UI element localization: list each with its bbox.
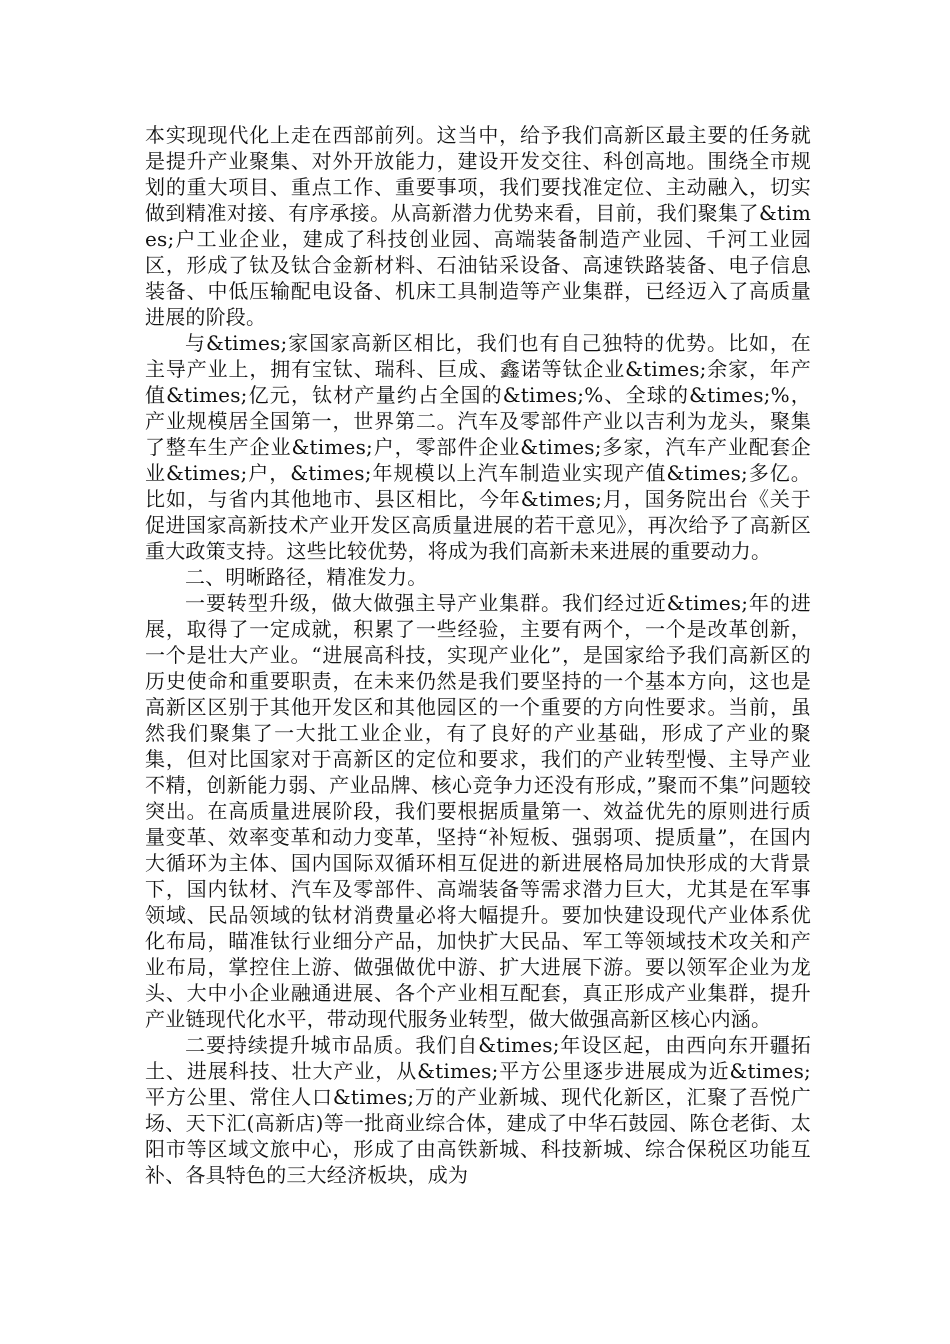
paragraph-3: 一要转型升级，做大做强主导产业集群。我们经过近&times;年的进展，取得了一定成就，积累了一些经验，主要有两个，一个是改革创新，一个是壮大产业。“进展高科技，实现产业化”，是国家给予我们高新区的历史使命和重要职责，在未来仍然是我们要坚持的一个基本方向，这也是高新区区别于其他开发区和其他园区的一个重要的方向性要求。当前，虽然我们聚集了一大批工业企业，有了良好的产业基础，形成了产业的聚集，但对比国家对于高新区的定位和要求，我们的产业转型慢、主导产业不精，创新能力弱、产业品牌、核心竞争力还没有形成，”聚而不集”问题较突出。在高质量进展阶段，我们要根据质量第一、效益优先的原则进行质量变革、效率变革和动力变革，坚持“补短板、强弱项、提质量”，在国内大循环为主体、国内国际双循环相互促进的新进展格局加快形成的大背景下，国内钛材、汽车及零部件、高端装备等需求潜力巨大，尤其是在军事领域、民品领域的钛材消费量必将大幅提升。要加快建设现代产业体系优化布局，瞄准钛行业细分产品，加快扩大民品、军工等领域技术攻关和产业布局，掌控住上游、做强做优中游、扩大进展下游。要以领军企业为龙头、大中小企业融通进展、各个产业相互配套，真正形成产业集群，提升产业链现代化水平，带动现代服务业转型，做大做强高新区核心内涵。: [145, 591, 811, 1031]
paragraph-1: 本实现现代化上走在西部前列。这当中，给予我们高新区最主要的任务就是提升产业聚集、对外开放能力，建设开发交往、科创高地。围绕全市规划的重大项目、重点工作、重要事项，我们要找准定位、主动融入，切实做到精准对接、有序承接。从高新潜力优势来看，目前，我们聚集了&times;户工业企业，建成了科技创业园、高端装备制造产业园、千河工业园区，形成了钛及钛合金新材料、石油钻采设备、高速铁路装备、电子信息装备、中低压输配电设备、机床工具制造等产业集群，已经迈入了高质量进展的阶段。: [145, 123, 811, 329]
document-page: [145, 122, 811, 1188]
section-heading-2: 二、明晰路径，精准发力。: [185, 565, 428, 589]
paragraph-2: 与&times;家国家高新区相比，我们也有自己独特的优势。比如，在主导产业上，拥有宝钛、瑞科、巨成、鑫诺等钛企业&times;余家，年产值&times;亿元，钛材产量约占全国的&times;%、全球的&times;%，产业规模居全国第一，世界第二。汽车及零部件产业以吉利为龙头，聚集了整车生产企业&times;户，零部件企业&times;多家，汽车产业配套企业&times;户，&times;年规模以上汽车制造业实现产值&times;多亿。比如，与省内其他地市、县区相比，今年&times;月，国务院出台《关于促进国家高新技术产业开发区高质量进展的若干意见》，再次给予了高新区重大政策支持。这些比较优势，将成为我们高新未来进展的重要动力。: [145, 331, 811, 563]
paragraph-4: 二要持续提升城市品质。我们自&times;年设区起，由西向东开疆拓土、进展科技、壮大产业，从&times;平方公里逐步进展成为近&times;平方公里、常住人口&times;万的产业新城、现代化新区，汇聚了吾悦广场、天下汇(高新店)等一批商业综合体，建成了中华石鼓园、陈仓老街、太阳市等区域文旅中心，形成了由高铁新城、科技新城、综合保税区功能互补、各具特色的三大经济板块，成为: [145, 1033, 811, 1187]
